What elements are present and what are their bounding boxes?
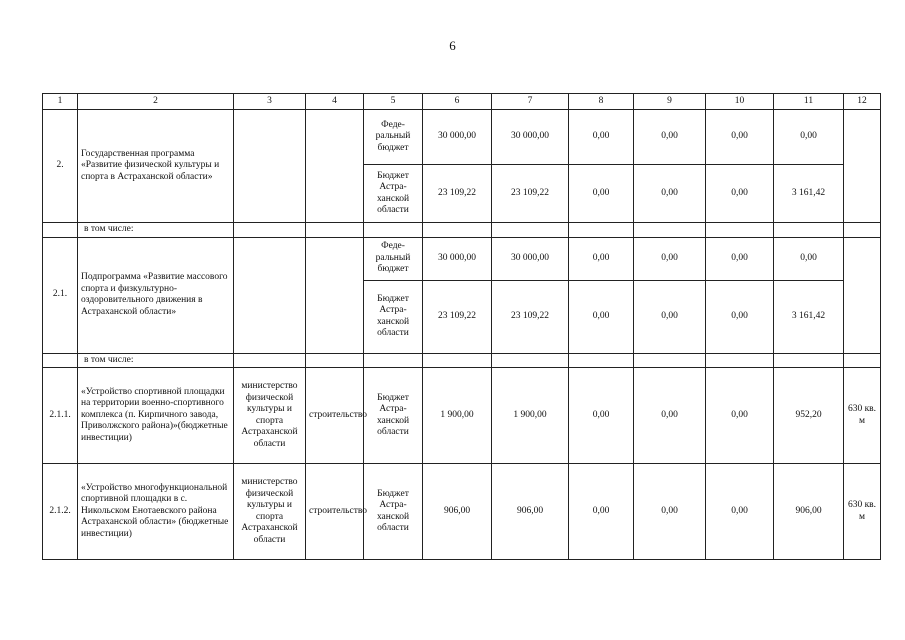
value-cell: 0,00 xyxy=(706,165,774,223)
value-cell: 0,00 xyxy=(706,280,774,353)
column-header: 3 xyxy=(234,94,306,110)
column-header: 12 xyxy=(844,94,881,110)
row-number: 2.1.2. xyxy=(43,464,78,560)
executor-cell: министерство физической культуры и спорта Астраханской области xyxy=(234,464,306,560)
program-name: Подпрограмма «Развитие массового спорта и физкультурно-оздоровительного движения в Астраханской области» xyxy=(78,237,234,353)
budget-source: Феде- ральный бюджет xyxy=(364,110,423,165)
empty-cell xyxy=(234,353,306,368)
empty-cell xyxy=(634,223,706,238)
value-cell: 0,00 xyxy=(569,464,634,560)
empty-cell xyxy=(364,223,423,238)
value-cell: 30 000,00 xyxy=(492,237,569,280)
value-cell: 1 900,00 xyxy=(423,368,492,464)
row-number: 2. xyxy=(43,110,78,223)
column-header: 7 xyxy=(492,94,569,110)
program-name: «Устройство спортивной площадки на территории военно-спортивного комплекса (п. Кирпичного завода, Приволжского района)»(бюджетные инвестиции) xyxy=(78,368,234,464)
value-cell: 0,00 xyxy=(634,237,706,280)
including-label: в том числе: xyxy=(78,353,234,368)
empty-cell xyxy=(774,353,844,368)
value-cell: 0,00 xyxy=(634,368,706,464)
empty-cell xyxy=(423,353,492,368)
value-cell: 0,00 xyxy=(706,110,774,165)
value-cell: 0,00 xyxy=(774,237,844,280)
budget-source: Бюджет Астра- ханской области xyxy=(364,464,423,560)
column-header: 5 xyxy=(364,94,423,110)
empty-cell xyxy=(306,353,364,368)
value-cell: 0,00 xyxy=(634,110,706,165)
executor-cell xyxy=(234,237,306,353)
value-cell: 0,00 xyxy=(569,165,634,223)
unit-cell: 630 кв. м xyxy=(844,368,881,464)
value-cell: 952,20 xyxy=(774,368,844,464)
unit-cell xyxy=(844,110,881,223)
empty-cell xyxy=(492,223,569,238)
work-type-cell xyxy=(306,110,364,223)
table-row xyxy=(43,368,881,464)
column-header: 2 xyxy=(78,94,234,110)
value-cell: 0,00 xyxy=(634,165,706,223)
header-row xyxy=(43,94,881,110)
column-header: 1 xyxy=(43,94,78,110)
executor-cell: министерство физической культуры и спорта Астраханской области xyxy=(234,368,306,464)
table-row xyxy=(43,110,881,165)
budget-source: Бюджет Астра- ханской области xyxy=(364,165,423,223)
table-row xyxy=(43,353,881,368)
empty-cell xyxy=(706,353,774,368)
executor-cell xyxy=(234,110,306,223)
value-cell: 0,00 xyxy=(706,464,774,560)
empty-cell xyxy=(43,353,78,368)
including-label: в том числе: xyxy=(78,223,234,238)
budget-source: Феде- ральный бюджет xyxy=(364,237,423,280)
value-cell: 3 161,42 xyxy=(774,280,844,353)
value-cell: 23 109,22 xyxy=(492,280,569,353)
value-cell: 0,00 xyxy=(706,237,774,280)
value-cell: 0,00 xyxy=(706,368,774,464)
work-type-cell: строительство xyxy=(306,464,364,560)
value-cell: 906,00 xyxy=(774,464,844,560)
unit-cell: 630 кв. м xyxy=(844,464,881,560)
program-name: «Устройство многофункциональной спортивной площадки в с. Никольском Енотаевского района Астраханской области» (бюджетные инвестиции) xyxy=(78,464,234,560)
value-cell: 0,00 xyxy=(569,237,634,280)
empty-cell xyxy=(569,223,634,238)
table-row xyxy=(43,223,881,238)
value-cell: 0,00 xyxy=(634,280,706,353)
work-type-cell: строительство xyxy=(306,368,364,464)
value-cell: 0,00 xyxy=(569,368,634,464)
empty-cell xyxy=(844,353,881,368)
table-row xyxy=(43,237,881,280)
column-header: 6 xyxy=(423,94,492,110)
empty-cell xyxy=(706,223,774,238)
empty-cell xyxy=(306,223,364,238)
unit-cell xyxy=(844,237,881,353)
empty-cell xyxy=(844,223,881,238)
column-header: 9 xyxy=(634,94,706,110)
row-number: 2.1. xyxy=(43,237,78,353)
empty-cell xyxy=(492,353,569,368)
value-cell: 23 109,22 xyxy=(492,165,569,223)
column-header: 10 xyxy=(706,94,774,110)
row-number: 2.1.1. xyxy=(43,368,78,464)
value-cell: 23 109,22 xyxy=(423,165,492,223)
value-cell: 906,00 xyxy=(423,464,492,560)
value-cell: 0,00 xyxy=(569,280,634,353)
column-header: 4 xyxy=(306,94,364,110)
column-header: 8 xyxy=(569,94,634,110)
column-header: 11 xyxy=(774,94,844,110)
budget-source: Бюджет Астра- ханской области xyxy=(364,368,423,464)
empty-cell xyxy=(234,223,306,238)
empty-cell xyxy=(569,353,634,368)
work-type-cell xyxy=(306,237,364,353)
empty-cell xyxy=(364,353,423,368)
empty-cell xyxy=(423,223,492,238)
empty-cell xyxy=(43,223,78,238)
value-cell: 3 161,42 xyxy=(774,165,844,223)
value-cell: 23 109,22 xyxy=(423,280,492,353)
table-row xyxy=(43,464,881,560)
value-cell: 0,00 xyxy=(634,464,706,560)
budget-table xyxy=(42,93,881,560)
budget-source: Бюджет Астра- ханской области xyxy=(364,280,423,353)
value-cell: 30 000,00 xyxy=(492,110,569,165)
value-cell: 0,00 xyxy=(774,110,844,165)
value-cell: 906,00 xyxy=(492,464,569,560)
value-cell: 1 900,00 xyxy=(492,368,569,464)
program-name: Государственная программа «Развитие физической культуры и спорта в Астраханской области» xyxy=(78,110,234,223)
page-number: 6 xyxy=(449,38,456,53)
empty-cell xyxy=(634,353,706,368)
value-cell: 0,00 xyxy=(569,110,634,165)
value-cell: 30 000,00 xyxy=(423,110,492,165)
empty-cell xyxy=(774,223,844,238)
value-cell: 30 000,00 xyxy=(423,237,492,280)
